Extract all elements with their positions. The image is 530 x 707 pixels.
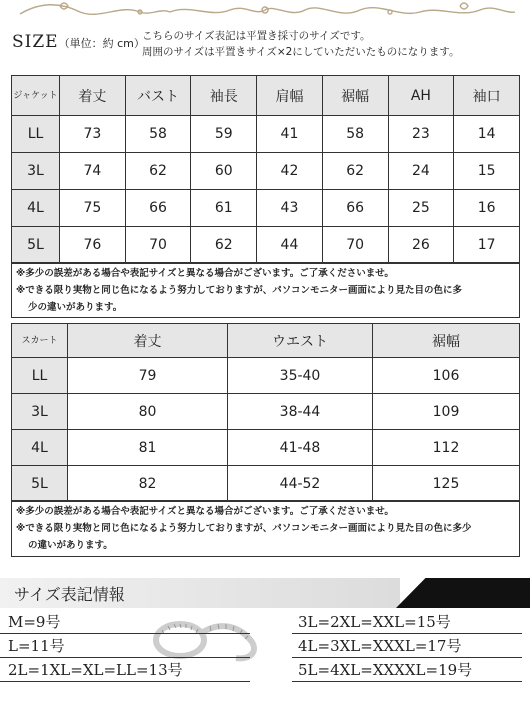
value-cell: 44 (257, 227, 323, 264)
value-cell: 62 (191, 227, 257, 264)
value-cell: 42 (257, 153, 323, 190)
size-equivalence-row (0, 658, 250, 682)
value-cell: 79 (68, 358, 228, 394)
skirt-size-table (11, 323, 520, 502)
size-cell: 4L (12, 430, 68, 466)
value-cell: 106 (373, 358, 520, 394)
size-note-line2: 周囲のサイズは平置きサイズ×2にしていただいたものになります。 (142, 46, 460, 58)
value-cell: 76 (60, 227, 126, 264)
skirt-col-header: 裾幅 (373, 324, 520, 358)
value-cell: 15 (454, 153, 520, 190)
value-cell: 58 (125, 116, 191, 153)
value-cell: 125 (373, 466, 520, 502)
value-cell: 81 (68, 430, 228, 466)
value-cell: 26 (388, 227, 454, 264)
table-row (12, 153, 520, 190)
value-cell: 58 (322, 116, 388, 153)
skirt-col-header: ウエスト (228, 324, 373, 358)
table-row (12, 227, 520, 264)
value-cell: 59 (191, 116, 257, 153)
value-cell: 82 (68, 466, 228, 502)
value-cell: 41-48 (228, 430, 373, 466)
size-cell: 3L (12, 394, 68, 430)
size-note-line1: こちらのサイズ表記は平置き採寸のサイズです。 (142, 30, 371, 42)
value-cell: 44-52 (228, 466, 373, 502)
skirt-note-3: の違いがあります。 (28, 540, 113, 551)
skirt-note-2: ※できる限り実物と同じ色になるよう努力しておりますが、パソコンモニター画面により見た目の色に多少 (16, 523, 472, 534)
value-cell: 38-44 (228, 394, 373, 430)
skirt-col-header: 着丈 (68, 324, 228, 358)
value-cell: 66 (125, 190, 191, 227)
value-cell: 61 (191, 190, 257, 227)
size-cell: 3L (12, 153, 60, 190)
size-equivalence-row (0, 610, 250, 634)
table-row (12, 466, 520, 502)
table-row (12, 358, 520, 394)
jacket-col-header: AH (388, 76, 454, 116)
size-equivalence-text: 5L=4XL=XXXXL=19号 (298, 661, 473, 679)
jacket-col-header: 着丈 (60, 76, 126, 116)
value-cell: 70 (322, 227, 388, 264)
value-cell: 112 (373, 430, 520, 466)
size-equivalence-text: M=9号 (8, 613, 61, 631)
size-cell: LL (12, 358, 68, 394)
skirt-corner-label: スカート (12, 324, 68, 358)
unit-label: （単位：約 cm） (58, 37, 145, 50)
table-row (12, 430, 520, 466)
jacket-corner-label: ジャケット (12, 76, 60, 116)
jacket-note-3: 少の違いがあります。 (28, 302, 123, 313)
size-equivalence-text: 3L=2XL=XXL=15号 (298, 613, 451, 631)
size-cell: LL (12, 116, 60, 153)
jacket-note-2: ※できる限り実物と同じ色になるよう努力しておりますが、パソコンモニター画面により見た目の色に多 (16, 285, 463, 296)
value-cell: 62 (125, 153, 191, 190)
skirt-note-1: ※多少の誤差がある場合や表記サイズと異なる場合がございます。ご了承くださいませ。 (16, 506, 394, 517)
size-info-title: サイズ表記情報 (14, 585, 125, 604)
jacket-col-header: 肩幅 (257, 76, 323, 116)
value-cell: 43 (257, 190, 323, 227)
size-equivalence-row (292, 634, 522, 658)
value-cell: 17 (454, 227, 520, 264)
size-equivalence-text: 2L=1XL=XL=LL=13号 (8, 661, 183, 679)
value-cell: 74 (60, 153, 126, 190)
value-cell: 35-40 (228, 358, 373, 394)
size-info-grid (0, 608, 530, 707)
value-cell: 109 (373, 394, 520, 430)
value-cell: 80 (68, 394, 228, 430)
value-cell: 75 (60, 190, 126, 227)
size-equivalence-text: L=11号 (8, 637, 65, 655)
table-row (12, 190, 520, 227)
value-cell: 62 (322, 153, 388, 190)
jacket-note-1: ※多少の誤差がある場合や表記サイズと異なる場合がございます。ご了承くださいませ。 (16, 268, 394, 279)
table-row (12, 394, 520, 430)
size-label-text: SIZE (12, 32, 59, 52)
jacket-col-header: 裾幅 (322, 76, 388, 116)
ornament-divider (0, 0, 530, 22)
jacket-col-header: バスト (125, 76, 191, 116)
skirt-header-row (12, 324, 520, 358)
jacket-col-header: 袖口 (454, 76, 520, 116)
size-equivalence-text: 4L=3XL=XXXL=17号 (298, 637, 462, 655)
jacket-col-header: 袖長 (191, 76, 257, 116)
header-accent (396, 578, 530, 608)
table-row (12, 116, 520, 153)
size-cell: 5L (12, 466, 68, 502)
size-cell: 5L (12, 227, 60, 264)
value-cell: 66 (322, 190, 388, 227)
size-title (12, 32, 145, 52)
size-cell: 4L (12, 190, 60, 227)
skirt-notes (11, 500, 520, 557)
size-equivalence-row (292, 610, 522, 634)
size-header (8, 28, 524, 64)
jacket-header-row (12, 76, 520, 116)
value-cell: 25 (388, 190, 454, 227)
value-cell: 70 (125, 227, 191, 264)
jacket-notes (11, 262, 520, 318)
size-notes (142, 28, 459, 60)
value-cell: 14 (454, 116, 520, 153)
value-cell: 24 (388, 153, 454, 190)
size-info-header (0, 578, 530, 608)
value-cell: 60 (191, 153, 257, 190)
value-cell: 41 (257, 116, 323, 153)
value-cell: 16 (454, 190, 520, 227)
value-cell: 23 (388, 116, 454, 153)
size-equivalence-row (292, 658, 522, 682)
size-equivalence-row (0, 634, 250, 658)
value-cell: 73 (60, 116, 126, 153)
jacket-size-table (11, 75, 520, 264)
